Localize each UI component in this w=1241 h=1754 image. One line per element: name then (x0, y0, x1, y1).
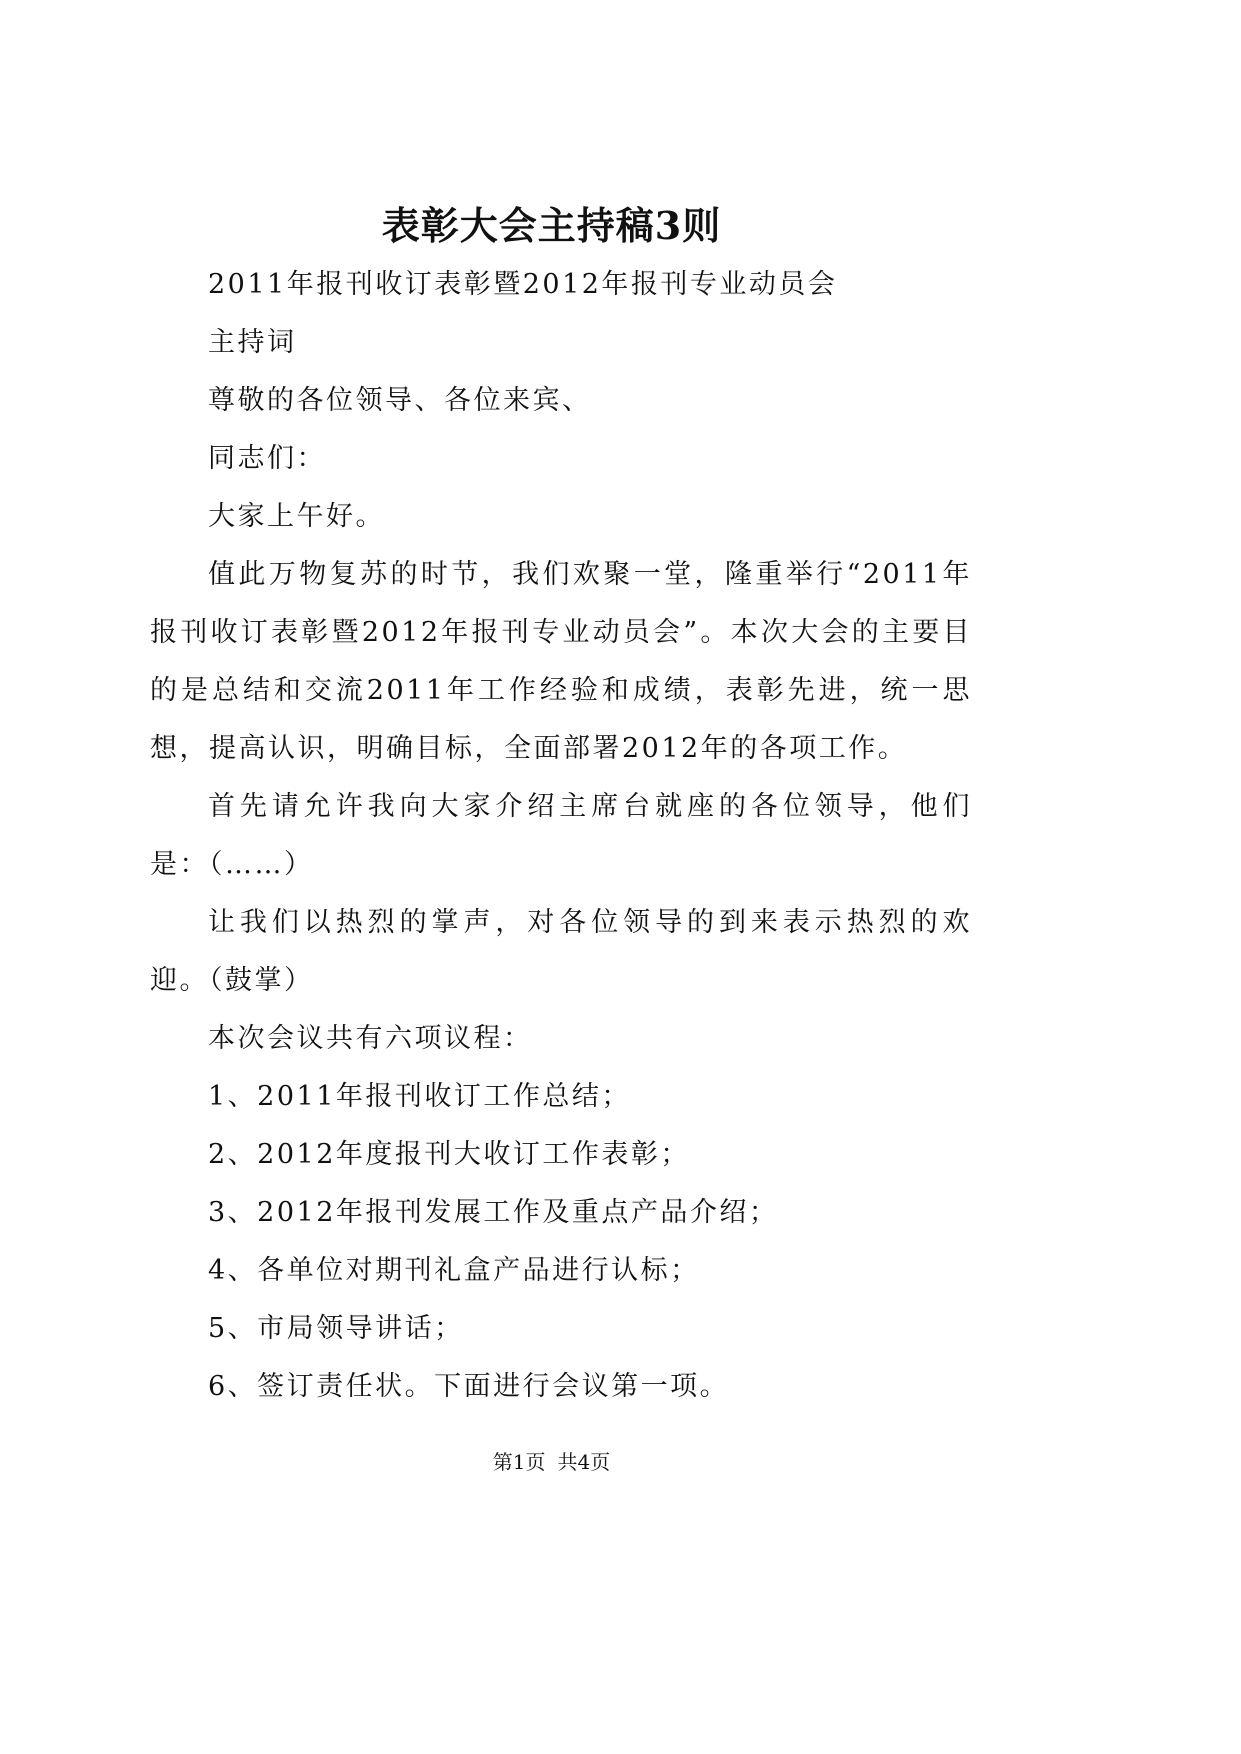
paragraph-welcome-applause: 让我们以热烈的掌声，对各位领导的到来表示热烈的欢迎。（鼓掌） (150, 907, 972, 996)
agenda-item-6: 6、签订责任状。下面进行会议第一项。 (208, 1371, 730, 1402)
paragraph-purpose: 值此万物复苏的时节，我们欢聚一堂，隆重举行“2011年报刊收订表彰暨2012年报刊专业动员会”。本次大会的主要目的是总结和交流2011年工作经验和成绩，表彰先进，统一思想，提高认识，明确目标，全面部署2012年的各项工作。 (150, 559, 972, 764)
agenda-item-4: 4、各单位对期刊礼盒产品进行认标； (208, 1255, 700, 1286)
paragraph-salutation: 尊敬的各位领导、各位来宾、 (208, 385, 592, 416)
agenda-item-1: 1、2011年报刊收订工作总结； (208, 1081, 631, 1112)
document-title: 表彰大会主持稿3则 (381, 203, 722, 248)
paragraph-salutation-comrades: 同志们： (208, 443, 326, 474)
paragraph-agenda-intro: 本次会议共有六项议程： (208, 1023, 533, 1054)
document-body (150, 256, 972, 1416)
paragraph-host-speech-label: 主持词 (208, 327, 297, 358)
paragraph-meeting-name: 2011年报刊收订表彰暨2012年报刊专业动员会 (208, 269, 838, 300)
agenda-item-2: 2、2012年度报刊大收订工作表彰； (208, 1139, 690, 1170)
agenda-item-3: 3、2012年报刊发展工作及重点产品介绍； (208, 1197, 779, 1228)
agenda-item-5: 5、市局领导讲话； (208, 1313, 464, 1344)
paragraph-greeting: 大家上午好。 (208, 501, 385, 532)
paragraph-introduce-leaders: 首先请允许我向大家介绍主席台就座的各位领导，他们是：（……） (150, 791, 972, 880)
page-footer (0, 1448, 1103, 1476)
page-number: 第1页 (492, 1450, 546, 1474)
page-total: 共4页 (557, 1450, 611, 1474)
